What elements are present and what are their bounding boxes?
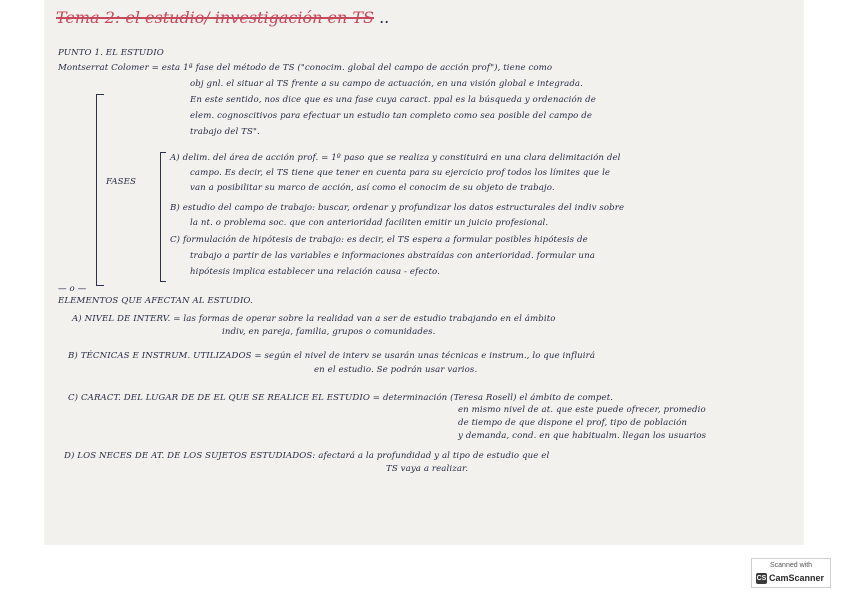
text-line: A) delim. del área de acción prof. = 1º paso que se realiza y constituirá en una clara delimitación del: [170, 153, 621, 163]
page-title: [56, 8, 389, 27]
text-line: en mismo nivel de at. que este puede ofrecer, promedio: [458, 405, 706, 415]
text-line: indiv, en pareja, familia, grupos o comunidades.: [222, 327, 436, 337]
text-line: campo. Es decir, el TS tiene que tener en cuenta para su ejercicio prof todos los límites que le: [190, 168, 611, 178]
text-line: C) formulación de hipótesis de trabajo: es decir, el TS espera a formular posibles hipótesis de: [170, 235, 588, 245]
text-line: de tiempo de que dispone el prof, tipo de población: [458, 418, 688, 428]
text-line: trabajo del TS".: [190, 127, 260, 137]
title-suffix: ..: [379, 8, 390, 27]
camscanner-badge: [751, 558, 831, 588]
title-struck-text: Tema 2: el estudio/ investigación en TS: [56, 8, 374, 27]
text-line: B) estudio del campo de trabajo: buscar, ordenar y profundizar los datos estructurales del indiv sobre: [170, 203, 625, 213]
text-line: obj gnl. el situar al TS frente a su campo de actuación, en una visión global e integrada.: [190, 79, 583, 89]
scanner-caption: Scanned with: [770, 562, 813, 569]
scanner-brand: CamScanner: [769, 573, 825, 583]
text-line: y demanda, cond. en que habitualm. llegan los usuarios: [458, 431, 707, 441]
section-heading: ELEMENTOS QUE AFECTAN AL ESTUDIO.: [58, 296, 253, 306]
text-line: C) CARACT. DEL LUGAR DE DE EL QUE SE REALICE EL ESTUDIO = determinación (Teresa Rosell) el ámbito de compet.: [68, 393, 614, 403]
section-heading: PUNTO 1. EL ESTUDIO: [58, 48, 164, 58]
fases-label: FASES: [106, 177, 136, 187]
text-line: Montserrat Colomer = esta 1ª fase del método de TS ("conocim. global del campo de acción prof"), tiene como: [58, 63, 553, 73]
separator-mark: — o —: [58, 284, 87, 294]
camscanner-logo-icon: CS: [756, 575, 767, 582]
text-line: D) LOS NECES DE AT. DE LOS SUJETOS ESTUDIADOS: afectará a la profundidad y al tipo de estudio que el: [64, 451, 550, 461]
text-line: elem. cognoscitivos para efectuar un estudio tan completo como sea posible del campo de: [190, 111, 593, 121]
fases-bracket: [96, 94, 104, 286]
scanned-page: [44, 0, 804, 545]
text-line: trabajo a partir de las variables e informaciones abstraídas con anterioridad. formular una: [190, 251, 595, 261]
text-line: A) NIVEL DE INTERV. = las formas de operar sobre la realidad van a ser de estudio trabajando en el ámbito: [72, 314, 556, 324]
text-line: van a posibilitar su marco de acción, así como el conocim de su objeto de trabajo.: [190, 183, 555, 193]
text-line: en el estudio. Se podrán usar varios.: [314, 365, 478, 375]
text-line: B) TÉCNICAS E INSTRUM. UTILIZADOS = según el nivel de interv se usarán unas técnicas e instrum., lo que influirá: [68, 351, 596, 361]
text-line: TS vaya a realizar.: [386, 464, 469, 474]
text-line: hipótesis implica establecer una relación causa - efecto.: [190, 267, 440, 277]
text-line: la nt. o problema soc. que con anterioridad faciliten emitir un juicio profesional.: [190, 218, 549, 228]
phases-brace: [160, 152, 166, 282]
text-line: En este sentido, nos dice que es una fase cuya caract. ppal es la búsqueda y ordenación de: [190, 95, 596, 105]
